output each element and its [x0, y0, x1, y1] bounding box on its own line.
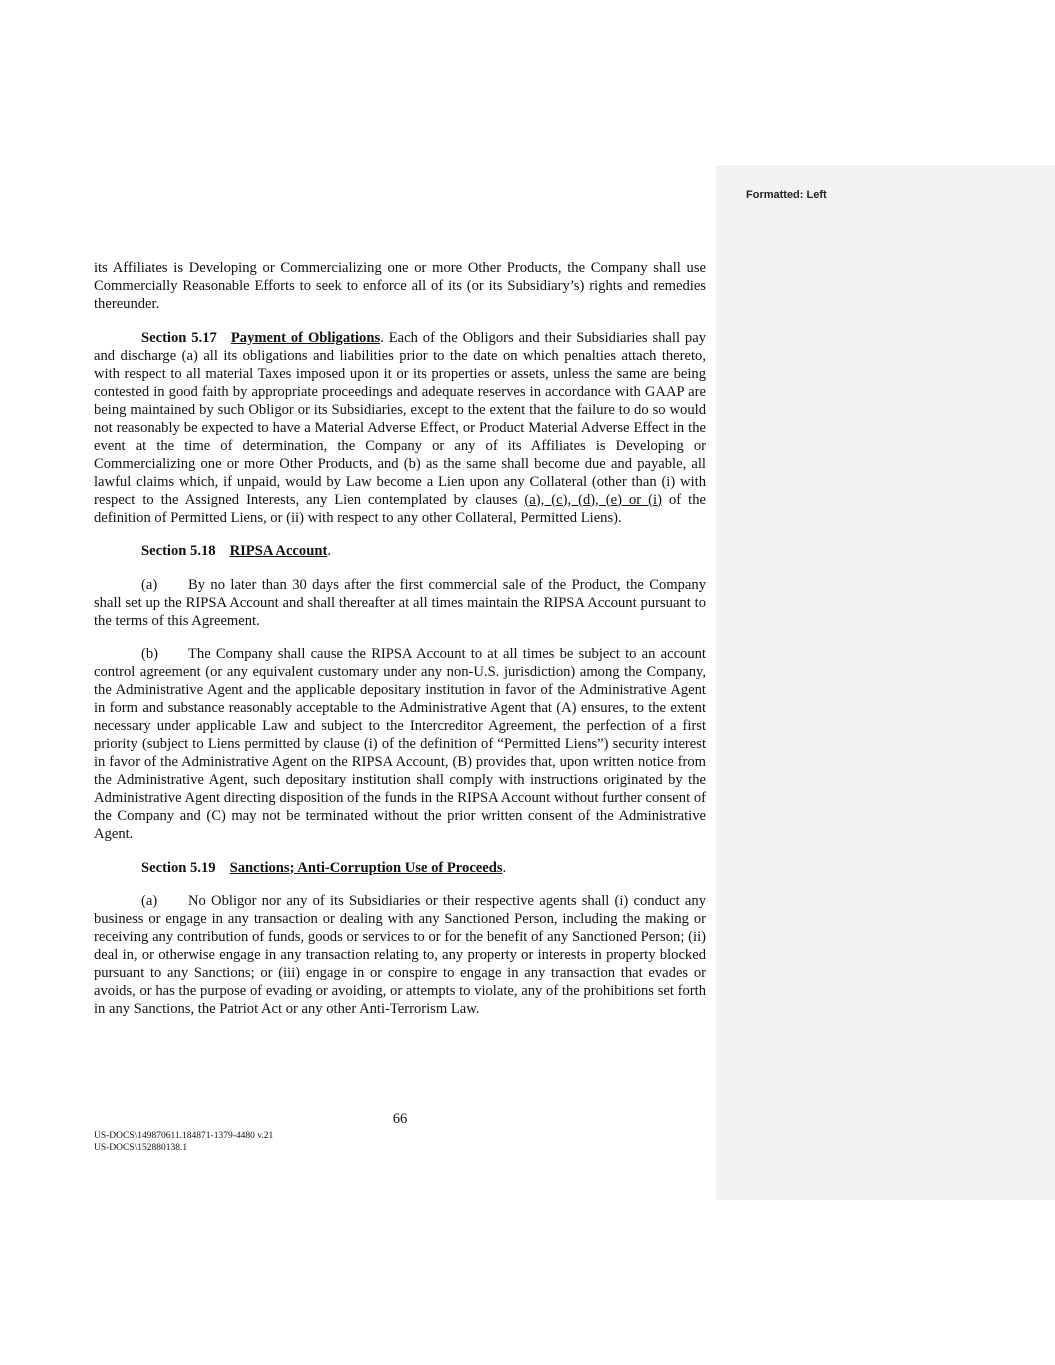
clause-label: (a) [141, 893, 158, 909]
section-5-18-b [94, 645, 706, 843]
doc-id-line-2: US-DOCS\152880138.1 [94, 1143, 188, 1153]
section-5-19-heading: Section 5.19 Sanctions; Anti-Corruption Use of Proceeds. [141, 859, 507, 876]
comment-pane [716, 165, 1055, 1200]
section-title: RIPSA Account [229, 543, 328, 559]
clause-text: The Company shall cause the RIPSA Account to at all times be subject to an account control agreement (or any equivalent customary under any non-U.S. jurisdiction) among the Company, the Administrative Agent and the applicable depositary institution in favor of the Administrative Agent in form and substance reasonably acceptable to the Administrative Agent that (A) ensures, to the extent necessary under applicable Law and subject to the Intercreditor Agreement, the perfection of a first priority (subject to Liens permitted by clause (i) of the definition of “Permitted Liens”) security interest in favor of the Administrative Agent on the RIPSA Account, (B) provides that, upon written notice from the Administrative Agent, such depositary institution shall comply with instructions originated by the Administrative Agent directing disposition of the funds in the RIPSA Account without further consent of the Company and (C) may not be terminated without the prior written consent of the Administrative Agent. [94, 646, 706, 842]
clause-text: By no later than 30 days after the first commercial sale of the Product, the Company shall set up the RIPSA Account and shall thereafter at all times maintain the RIPSA Account pursuant to the terms of this Agreement. [94, 576, 706, 629]
page-number: 66 [392, 1111, 408, 1127]
section-number: Section 5.18 [141, 543, 216, 559]
clause-text: No Obligor nor any of its Subsidiaries or their respective agents shall (i) conduct any business or engage in any transaction or dealing with any Sanctioned Person, including the making or receiving any contribution of funds, goods or services to or for the benefit of any Sanctioned Person; (ii) deal in, or otherwise engage in any transaction relating to, any property or interests in property blocked pursuant to any Sanctions; or (iii) engage in or conspire to engage in any transaction that evades or avoids, or has the purpose of evading or avoiding, or attempts to violate, any of the prohibitions set forth in any Sanctions, the Patriot Act or any other Anti-Terrorism Law. [94, 893, 706, 1017]
section-number: Section 5.19 [141, 859, 216, 876]
paragraph-continuation: its Affiliates is Developing or Commercializing one or more Other Products, the Company shall use Commercially Reasonable Efforts to seek to enforce all of its (or its Subsidiary’s) rights and remedies thereunder. [94, 260, 706, 312]
clause-label: (b) [141, 646, 159, 662]
document-footer [94, 1130, 273, 1154]
section-text: . Each of the Obligors and their Subsidiaries shall pay and discharge (a) all its obligations and liabilities prior to the date on which penalties attach thereto, with respect to all material Taxes imposed upon it or its properties or assets, unless the same are being contested in good faith by appropriate proceedings and adequate reserves in accordance with GAAP are being maintained by such Obligor or its Subsidiaries, except to the extent that the failure to do so would not reasonably be expected to have a Material Adverse Effect, or Product Material Adverse Effect in the event at the time of determination, the Company or any of its Affiliates is Developing or Commercializing one or more Other Products, and (b) as the same shall become due and payable, all lawful claims which, if unpaid, would by Law become a Lien upon any Collateral (other than (i) with respect to the Assigned Interests, any Lien contemplated by clauses [94, 329, 707, 508]
clause-references: (a), (c), (d), (e) or (i) [524, 491, 662, 508]
section-5-18-heading: Section 5.18 RIPSA Account. [141, 543, 331, 559]
clause-label: (a) [141, 576, 158, 593]
section-5-18-a [94, 576, 706, 630]
section-title: Sanctions; Anti-Corruption Use of Proceeds [229, 859, 503, 876]
section-number: Section 5.17 [141, 329, 217, 346]
section-title: Payment of Obligations [230, 329, 381, 346]
section-5-19-a [94, 892, 706, 1018]
document-body [94, 259, 706, 1034]
comment-formatting-note: Formatted: Left [746, 189, 827, 201]
section-5-17 [94, 329, 706, 527]
section-text-end: of the definition of Permitted Liens, or (ii) with respect to any other Collateral, Permitted Liens). [94, 491, 706, 526]
doc-id-line-1: US-DOCS\149870611.184871-1379-4480 v.21 [94, 1131, 274, 1141]
